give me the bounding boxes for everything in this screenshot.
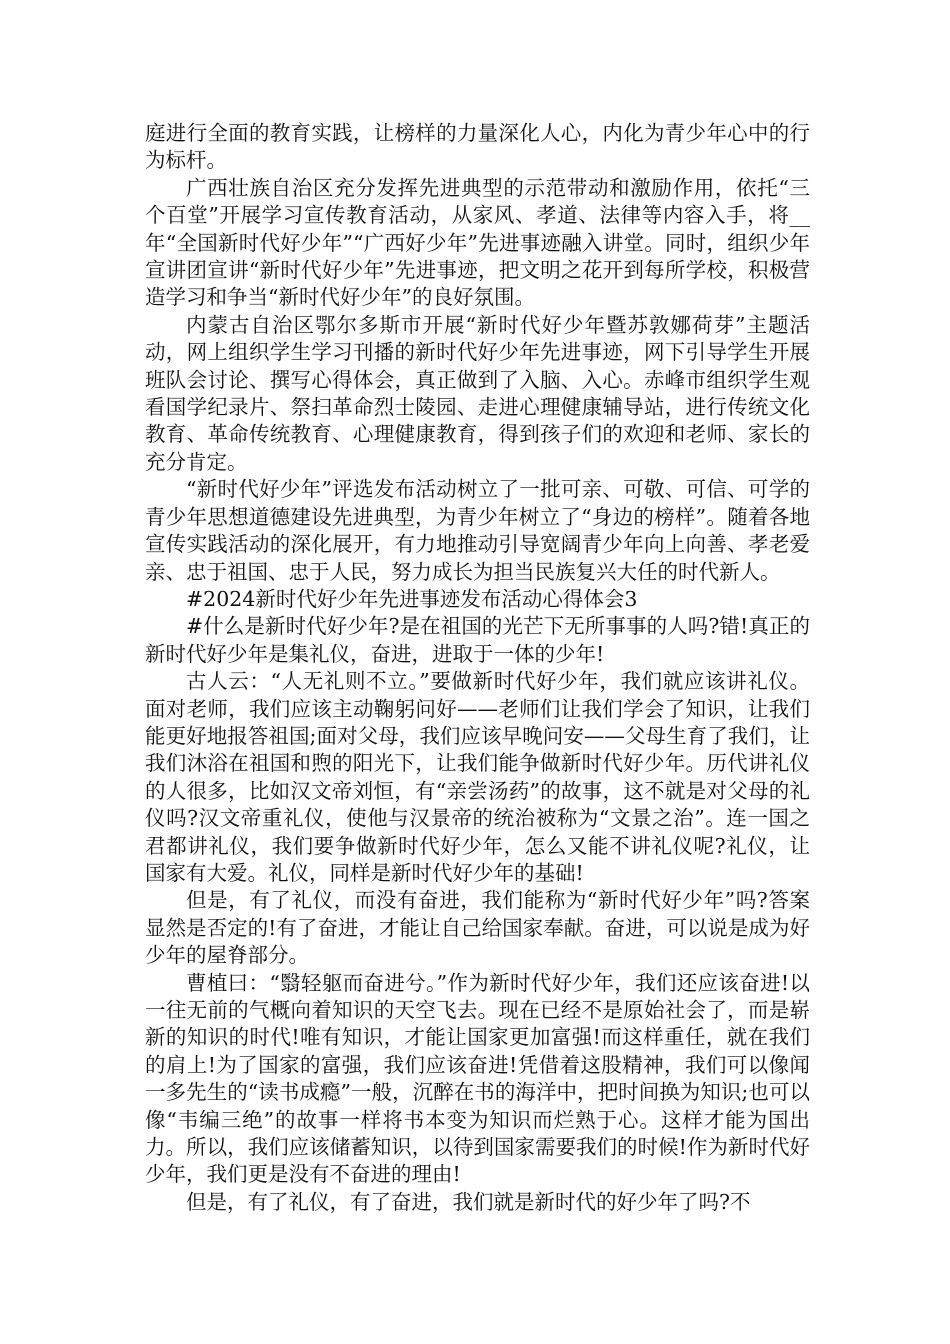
- document-page: [145, 120, 810, 1216]
- paragraph-progress: 但是，有了礼仪，而没有奋进，我们能称为“新时代好少年”吗?答案显然是否定的!有了奋进，才能让自己给国家奉献。奋进，可以说是成为好少年的屋脊部分。: [145, 888, 810, 968]
- paragraph-continuation: 庭进行全面的教育实践，让榜样的力量深化人心，内化为青少年心中的行为标杆。: [145, 121, 810, 173]
- paragraph-final: 但是，有了礼仪，有了奋进，我们就是新时代的好少年了吗?不: [186, 1189, 751, 1214]
- paragraph-summary: “新时代好少年”评选发布活动树立了一批可亲、可敬、可信、可学的青少年思想道德建设先进典型，为青少年树立了“身边的榜样”。随着各地宣传实践活动的深化展开，有力地推动引导宽阔青少年向上向善、孝老爱亲、忠于祖国、忠于人民，努力成长为担当民族复兴大任的时代新人。: [145, 477, 810, 584]
- paragraph-neimenggu: 内蒙古自治区鄂尔多斯市开展“新时代好少年暨苏敦娜荷芽”主题活动，网上组织学生学习刊播的新时代好少年先进事迹，网下引导学生开展班队会讨论、撰写心得体会，真正做到了入脑、入心。赤峰市组织学生观看国学纪录片、祭扫革命烈士陵园、走进心理健康辅导站，进行传统文化教育、革命传统教育、心理健康教育，得到孩子们的欢迎和老师、家长的充分肯定。: [145, 312, 810, 474]
- paragraph-question: #什么是新时代好少年?是在祖国的光芒下无所事事的人吗?错!真正的新时代好少年是集礼仪，奋进，进取于一体的少年!: [145, 614, 810, 666]
- paragraph-caozhi: 曹植曰：“翳轻躯而奋进兮。”作为新时代好少年，我们还应该奋进!以一往无前的气概向着知识的天空飞去。现在已经不是原始社会了，而是崭新的知识的时代!唯有知识，才能让国家更加富强!而这样重任，就在我们的肩上!为了国家的富强，我们应该奋进!凭借着这股精神，我们可以像闻一多先生的“读书成瘾”一般，沉醉在书的海洋中，把时间换为知识;也可以像“韦编三绝”的故事一样将书本变为知识而烂熟于心。这样才能为国出力。所以，我们应该储蓄知识，以待到国家需要我们的时候!作为新时代好少年，我们更是没有不奋进的理由!: [145, 970, 810, 1187]
- section-heading: #2024新时代好少年先进事迹发布活动心得体会3: [186, 586, 638, 611]
- paragraph-etiquette: 古人云：“人无礼则不立。”要做新时代好少年，我们就应该讲礼仪。面对老师，我们应该主动鞠躬问好——老师们让我们学会了知识，让我们能更好地报答祖国;面对父母，我们应该早晚问安——父母生育了我们，让我们沐浴在祖国和煦的阳光下，让我们能争做新时代好少年。历代讲礼仪的人很多，比如汉文帝刘恒，有“亲尝汤药”的故事，这不就是对父母的礼仪吗?汉文帝重礼仪，使他与汉景帝的统治被称为“文景之治”。连一国之君都讲礼仪，我们要争做新时代好少年，怎么又能不讲礼仪呢?礼仪，让国家有大爱。礼仪，同样是新时代好少年的基础!: [145, 669, 810, 885]
- paragraph-guangxi: 广西壮族自治区充分发挥先进典型的示范带动和激励作用，依托“三个百堂”开展学习宣传教育活动，从家风、孝道、法律等内容入手，将__年“全国新时代好少年”“广西好少年”先进事迹融入讲堂。同时，组织少年宣讲团宣讲“新时代好少年”先进事迹，把文明之花开到每所学校，积极营造学习和争当“新时代好少年”的良好氛围。: [145, 175, 810, 310]
